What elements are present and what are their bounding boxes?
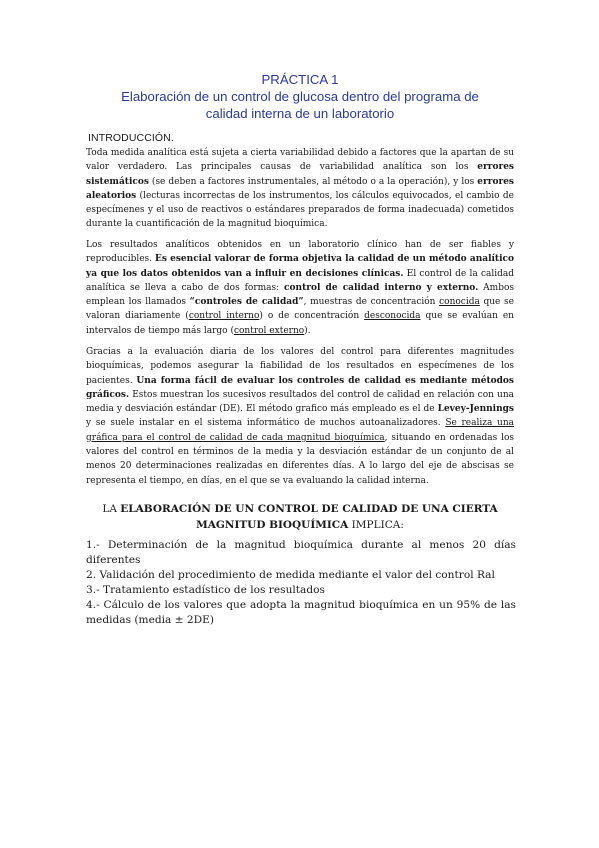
text-run: ) o de concentración xyxy=(259,311,365,322)
title-line-1: PRÁCTICA 1 xyxy=(261,72,339,87)
text-run: , muestras de concentración xyxy=(303,297,440,308)
bold-term-internal-external: control de calidad interno y externo. xyxy=(284,282,479,293)
list-item: 2. Validación del procedimiento de medida mediante el valor del control Ral xyxy=(86,569,495,581)
text-run: Los resultados analíticos obtenidos en un laboratorio clínico han de ser fiables y reproducibles. xyxy=(86,240,514,265)
steps-list xyxy=(86,538,516,628)
text-run: Ambos emplean los llamados xyxy=(86,282,514,308)
underlined-term: control interno xyxy=(188,311,260,322)
underlined-term: desconocida xyxy=(364,311,421,322)
text-run: que se valoran diariamente ( xyxy=(86,297,514,322)
paragraph-levey-jennings xyxy=(86,345,514,488)
text-run: Gracias a la evaluación diaria de los valores del control para diferentes magnitudes bioquímicas, podemos asegurar la fiabilidad de los resultados en especímenes de los pacientes. xyxy=(86,347,514,386)
underlined-statement: Se realiza una gráfica para el control de calidad de cada magnitud bioquímica xyxy=(86,418,514,443)
text-run: El control de la calidad analítica se lleva a cabo de dos formas: xyxy=(86,268,514,293)
bold-term-random-errors: errores aleatorios xyxy=(86,176,514,201)
underlined-term: control externo xyxy=(233,325,305,336)
bold-term-controles: “controles de calidad” xyxy=(189,297,304,308)
document-title xyxy=(88,71,512,122)
text-run: Estos muestran los sucesivos resultados del control de calidad en relación con una media y desviación estándar (DE). El método grafico más empleado es el de xyxy=(86,389,514,415)
text-run: (lecturas incorrectas de los instrumentos, los cálculos equivocados, el cambio de especímenes y el uso de reactivos o estándares preparados de forma inadecuada) cometidos durante la cuantificación de la magnitud bioquímica. xyxy=(86,190,514,230)
paragraph-variability xyxy=(86,146,514,232)
paragraph-quality-control xyxy=(86,238,514,338)
list-item: 3.- Tratamiento estadístico de los resultados xyxy=(86,584,325,596)
text-run: y se suele instalar en el sistema informático de muchos autoanalizadores. xyxy=(86,418,446,429)
text-run: LA xyxy=(102,503,121,515)
text-run: que se evalúan en intervalos de tiempo más largo ( xyxy=(86,311,514,336)
list-item: 1.- Determinación de la magnitud bioquímica durante al menos 20 días diferentes xyxy=(86,539,516,566)
title-line-3: calidad interna de un laboratorio xyxy=(205,106,395,121)
bold-statement: Una forma fácil de evaluar los controles de calidad es mediante métodos gráficos. xyxy=(86,375,515,400)
text-run: , situando en ordenadas los valores del control en términos de la media y la desviación estándar de un conjunto de al menos 20 determinaciones realizadas en diferentes días. A lo largo del eje de abscisas se representa el tiempo, en días, en el que se va evaluando la calidad interna. xyxy=(86,432,514,486)
text-run: Toda medida analítica está sujeta a cierta variabilidad debido a factores que la apartan de su valor verdadero. Las principales causas de variabilidad analítica son los xyxy=(86,148,514,173)
text-run: IMPLICA: xyxy=(348,518,404,531)
bold-statement: Es esencial valorar de forma objetiva la calidad de un método analítico ya que los datos obtenidos van a influir en decisiones clínicas. xyxy=(86,254,514,279)
section-heading-bold: ELABORACIÓN DE UN CONTROL DE CALIDAD DE UNA CIERTA MAGNITUD BIOQUÍMICA xyxy=(120,503,498,531)
bold-term-systematic-errors: errores sistemáticos xyxy=(86,162,514,187)
text-run: (se deben a factores instrumentales, al método o a la operación), y los xyxy=(148,176,478,187)
bold-term-levey-jennings: Levey-Jennings xyxy=(437,404,514,415)
list-item: 4.- Cálculo de los valores que adopta la magnitud bioquímica en un 95% de las medidas (media ± 2DE) xyxy=(86,599,516,626)
intro-heading: INTRODUCCIÓN. xyxy=(88,132,174,144)
underlined-term: conocida xyxy=(439,297,480,308)
text-run: ). xyxy=(304,325,311,336)
section-heading xyxy=(80,502,520,533)
title-line-2: Elaboración de un control de glucosa dentro del programa de xyxy=(121,89,479,104)
